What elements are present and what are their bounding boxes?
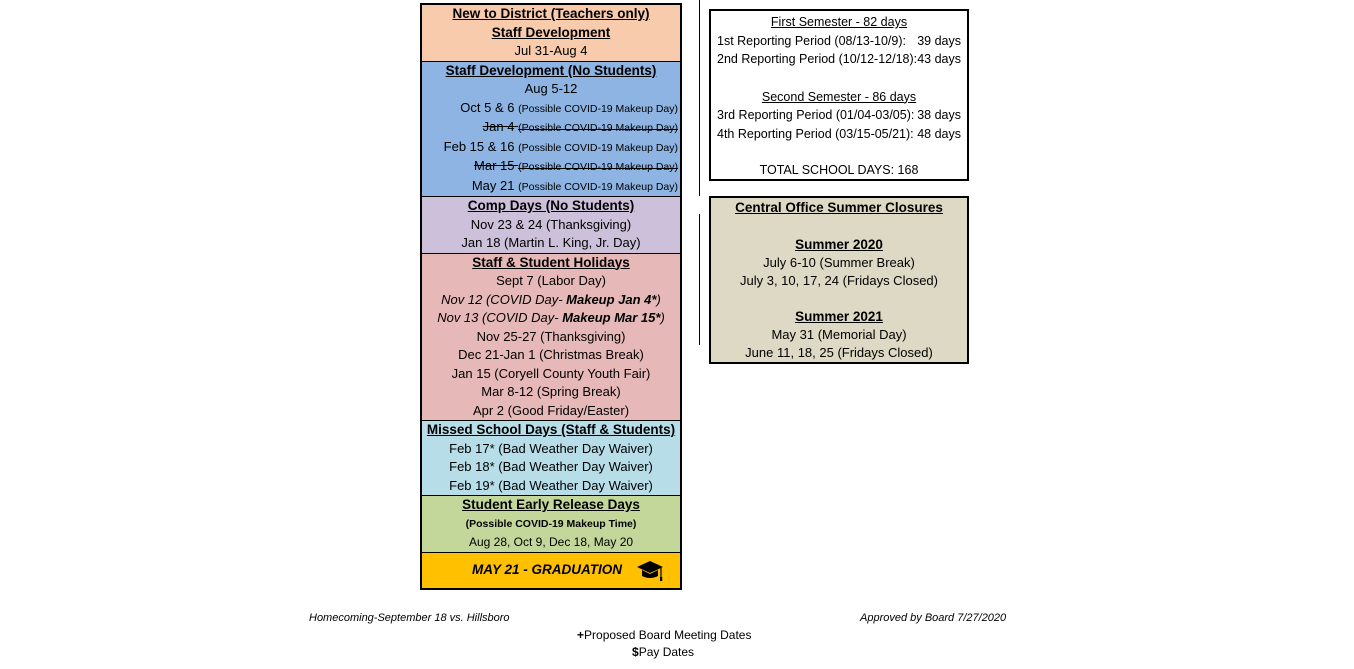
closure-item: July 3, 10, 17, 24 (Fridays Closed) bbox=[740, 272, 938, 288]
graduation-cap-icon bbox=[636, 559, 664, 588]
staff-dev-item-cancelled: Mar 15 (Possible COVID-19 Makeup Day) bbox=[474, 158, 678, 173]
holiday-item: Nov 25-27 (Thanksgiving) bbox=[476, 328, 626, 344]
semester-summary bbox=[709, 9, 969, 181]
homecoming-note: Homecoming-September 18 vs. Hillsboro bbox=[309, 612, 510, 624]
comp-day-item: Jan 18 (Martin L. King, Jr. Day) bbox=[461, 235, 641, 250]
early-release-subheader: (Possible COVID-19 Makeup Time) bbox=[465, 517, 637, 530]
missed-days-header: Missed School Days (Staff & Students) bbox=[426, 422, 676, 437]
total-school-days: TOTAL SCHOOL DAYS: 168 bbox=[759, 163, 919, 177]
holiday-item: Apr 2 (Good Friday/Easter) bbox=[472, 402, 630, 418]
reporting-period-row: 3rd Reporting Period (01/04-03/05): 38 days bbox=[717, 108, 961, 122]
staff-dev-item: Feb 15 & 16 (Possible COVID-19 Makeup Day) bbox=[443, 138, 678, 154]
column-divider bbox=[699, 214, 700, 345]
central-office-header: Central Office Summer Closures bbox=[735, 200, 943, 215]
staff-dev-item-cancelled: Jan 4 (Possible COVID-19 Makeup Day) bbox=[482, 119, 678, 134]
comp-days-section bbox=[422, 197, 680, 254]
early-release-section bbox=[422, 496, 680, 553]
reporting-period-row: 1st Reporting Period (08/13-10/9): 39 days bbox=[717, 33, 961, 48]
column-divider bbox=[699, 0, 700, 196]
missed-day-item: Feb 19* (Bad Weather Day Waiver) bbox=[449, 477, 653, 493]
missed-day-item: Feb 18* (Bad Weather Day Waiver) bbox=[449, 459, 653, 474]
closure-item: May 31 (Memorial Day) bbox=[771, 327, 907, 342]
staff-dev-item: Oct 5 & 6 (Possible COVID-19 Makeup Day) bbox=[460, 99, 678, 115]
central-office-closures bbox=[709, 196, 969, 364]
staff-development-aug: Aug 5-12 bbox=[524, 81, 578, 96]
early-release-header: Student Early Release Days bbox=[462, 497, 640, 512]
first-semester-title: First Semester - 82 days bbox=[770, 15, 908, 29]
new-to-district-dates: Jul 31-Aug 4 bbox=[514, 43, 588, 58]
new-to-district-section bbox=[422, 5, 680, 62]
holiday-item: Sept 7 (Labor Day) bbox=[496, 273, 606, 288]
summer-2020-header: Summer 2020 bbox=[795, 237, 883, 252]
holidays-section bbox=[422, 254, 680, 422]
staff-development-subheader: Staff Development bbox=[491, 24, 611, 40]
holiday-covid-item: Nov 13 (COVID Day- Makeup Mar 15*) bbox=[437, 310, 665, 325]
reporting-period-row: 2nd Reporting Period (10/12-12/18): 43 days bbox=[717, 52, 961, 66]
second-semester-title: Second Semester - 86 days bbox=[761, 89, 917, 104]
staff-dev-item: May 21 (Possible COVID-19 Makeup Day) bbox=[471, 177, 678, 193]
holiday-item: Dec 21-Jan 1 (Christmas Break) bbox=[458, 347, 644, 362]
approved-note: Approved by Board 7/27/2020 bbox=[860, 612, 1007, 624]
graduation-section bbox=[422, 553, 680, 588]
comp-day-item: Nov 23 & 24 (Thanksgiving) bbox=[470, 216, 632, 232]
holiday-covid-item: Nov 12 (COVID Day- Makeup Jan 4*) bbox=[441, 291, 661, 307]
missed-day-item: Feb 17* (Bad Weather Day Waiver) bbox=[449, 440, 653, 456]
reporting-period-row: 4th Reporting Period (03/15-05/21): 48 days bbox=[717, 126, 961, 141]
holiday-item: Jan 15 (Coryell County Youth Fair) bbox=[451, 365, 651, 381]
comp-days-header: Comp Days (No Students) bbox=[467, 198, 635, 213]
staff-development-header: Staff Development (No Students) bbox=[445, 62, 657, 78]
missed-days-section bbox=[422, 421, 680, 496]
early-release-dates: Aug 28, Oct 9, Dec 18, May 20 bbox=[468, 535, 634, 549]
calendar-legend bbox=[420, 3, 682, 590]
closure-item: July 6-10 (Summer Break) bbox=[763, 255, 915, 270]
holiday-item: Mar 8-12 (Spring Break) bbox=[481, 384, 621, 399]
holidays-header: Staff & Student Holidays bbox=[472, 254, 630, 270]
summer-2021-header: Summer 2021 bbox=[795, 309, 883, 324]
pay-dates-legend: $Pay Dates bbox=[632, 645, 695, 659]
staff-development-section bbox=[422, 62, 680, 198]
new-to-district-header: New to District (Teachers only) bbox=[452, 6, 650, 21]
board-meeting-legend: +Proposed Board Meeting Dates bbox=[577, 628, 752, 642]
graduation-label: MAY 21 - GRADUATION bbox=[472, 561, 623, 577]
closure-item: June 11, 18, 25 (Fridays Closed) bbox=[745, 344, 933, 360]
